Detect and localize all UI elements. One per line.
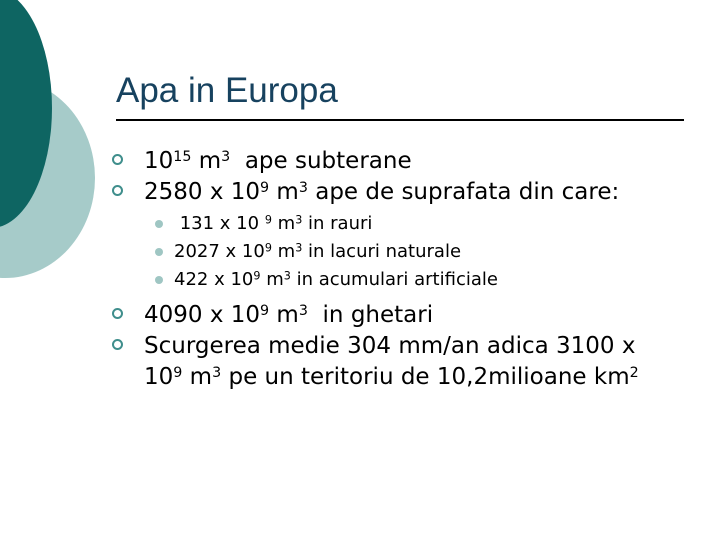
bullet-text: Scurgerea medie 304 mm/an adica 3100 x 10 (144, 333, 636, 390)
sub-bullet-list (112, 210, 672, 294)
exponent: 3 (298, 179, 308, 196)
exponent: 15 (173, 148, 192, 165)
bullet-list (112, 146, 672, 393)
hollow-circle-bullet-icon (112, 185, 123, 196)
bullet-text: 2580 x 10 (144, 179, 261, 205)
exponent: 3 (221, 148, 231, 165)
filled-dot-bullet-icon (155, 248, 163, 256)
sub-bullet-reservoirs (112, 266, 672, 294)
slide-title: Apa in Europa (116, 71, 338, 110)
unit-text: m (260, 269, 284, 290)
hollow-circle-bullet-icon (112, 308, 123, 319)
bullet-text: 4090 x 10 (144, 302, 261, 328)
sub-bullet-lakes (112, 238, 672, 266)
exponent: 3 (295, 241, 303, 255)
sub-bullet-text: in rauri (302, 213, 373, 234)
sub-bullet-text: in lacuri naturale (302, 241, 462, 262)
exponent: 3 (212, 364, 222, 381)
bullet-text: pe un teritoriu de 10,2milioane km (221, 364, 630, 390)
sub-bullet-text: 422 x 10 (174, 269, 254, 290)
hollow-circle-bullet-icon (112, 339, 123, 350)
title-underline (116, 119, 684, 121)
unit-text: m (191, 148, 222, 174)
exponent: 9 (260, 302, 270, 319)
sub-bullet-text: 2027 x 10 (174, 241, 265, 262)
filled-dot-bullet-icon (155, 220, 163, 228)
hollow-circle-bullet-icon (112, 154, 123, 165)
bullet-text: 10 (144, 148, 174, 174)
sub-bullet-text: in acumulari artificiale (290, 269, 498, 290)
exponent: 3 (298, 302, 308, 319)
bullet-item-runoff (112, 331, 664, 393)
exponent: 3 (283, 269, 291, 283)
bullet-item-surface-water (112, 177, 672, 208)
bullet-text: ape subterane (230, 148, 412, 174)
unit-text: m (271, 213, 296, 234)
bullet-item-glaciers (112, 300, 672, 331)
unit-text: m (269, 179, 299, 205)
exponent: 9 (173, 364, 183, 381)
sub-bullet-text: 131 x 10 (174, 213, 265, 234)
unit-text: m (269, 302, 299, 328)
exponent: 9 (264, 241, 272, 255)
sub-bullet-rivers (112, 210, 672, 238)
bullet-item-groundwater (112, 146, 672, 177)
exponent: 9 (253, 269, 261, 283)
exponent: 9 (264, 213, 272, 227)
bullet-text: ape de suprafata din care: (307, 179, 620, 205)
exponent: 3 (295, 213, 303, 227)
filled-dot-bullet-icon (155, 276, 163, 284)
exponent: 2 (629, 364, 639, 381)
unit-text: m (182, 364, 213, 390)
bullet-text: in ghetari (307, 302, 434, 328)
decorative-circles (0, 0, 110, 300)
unit-text: m (271, 241, 296, 262)
exponent: 9 (260, 179, 270, 196)
